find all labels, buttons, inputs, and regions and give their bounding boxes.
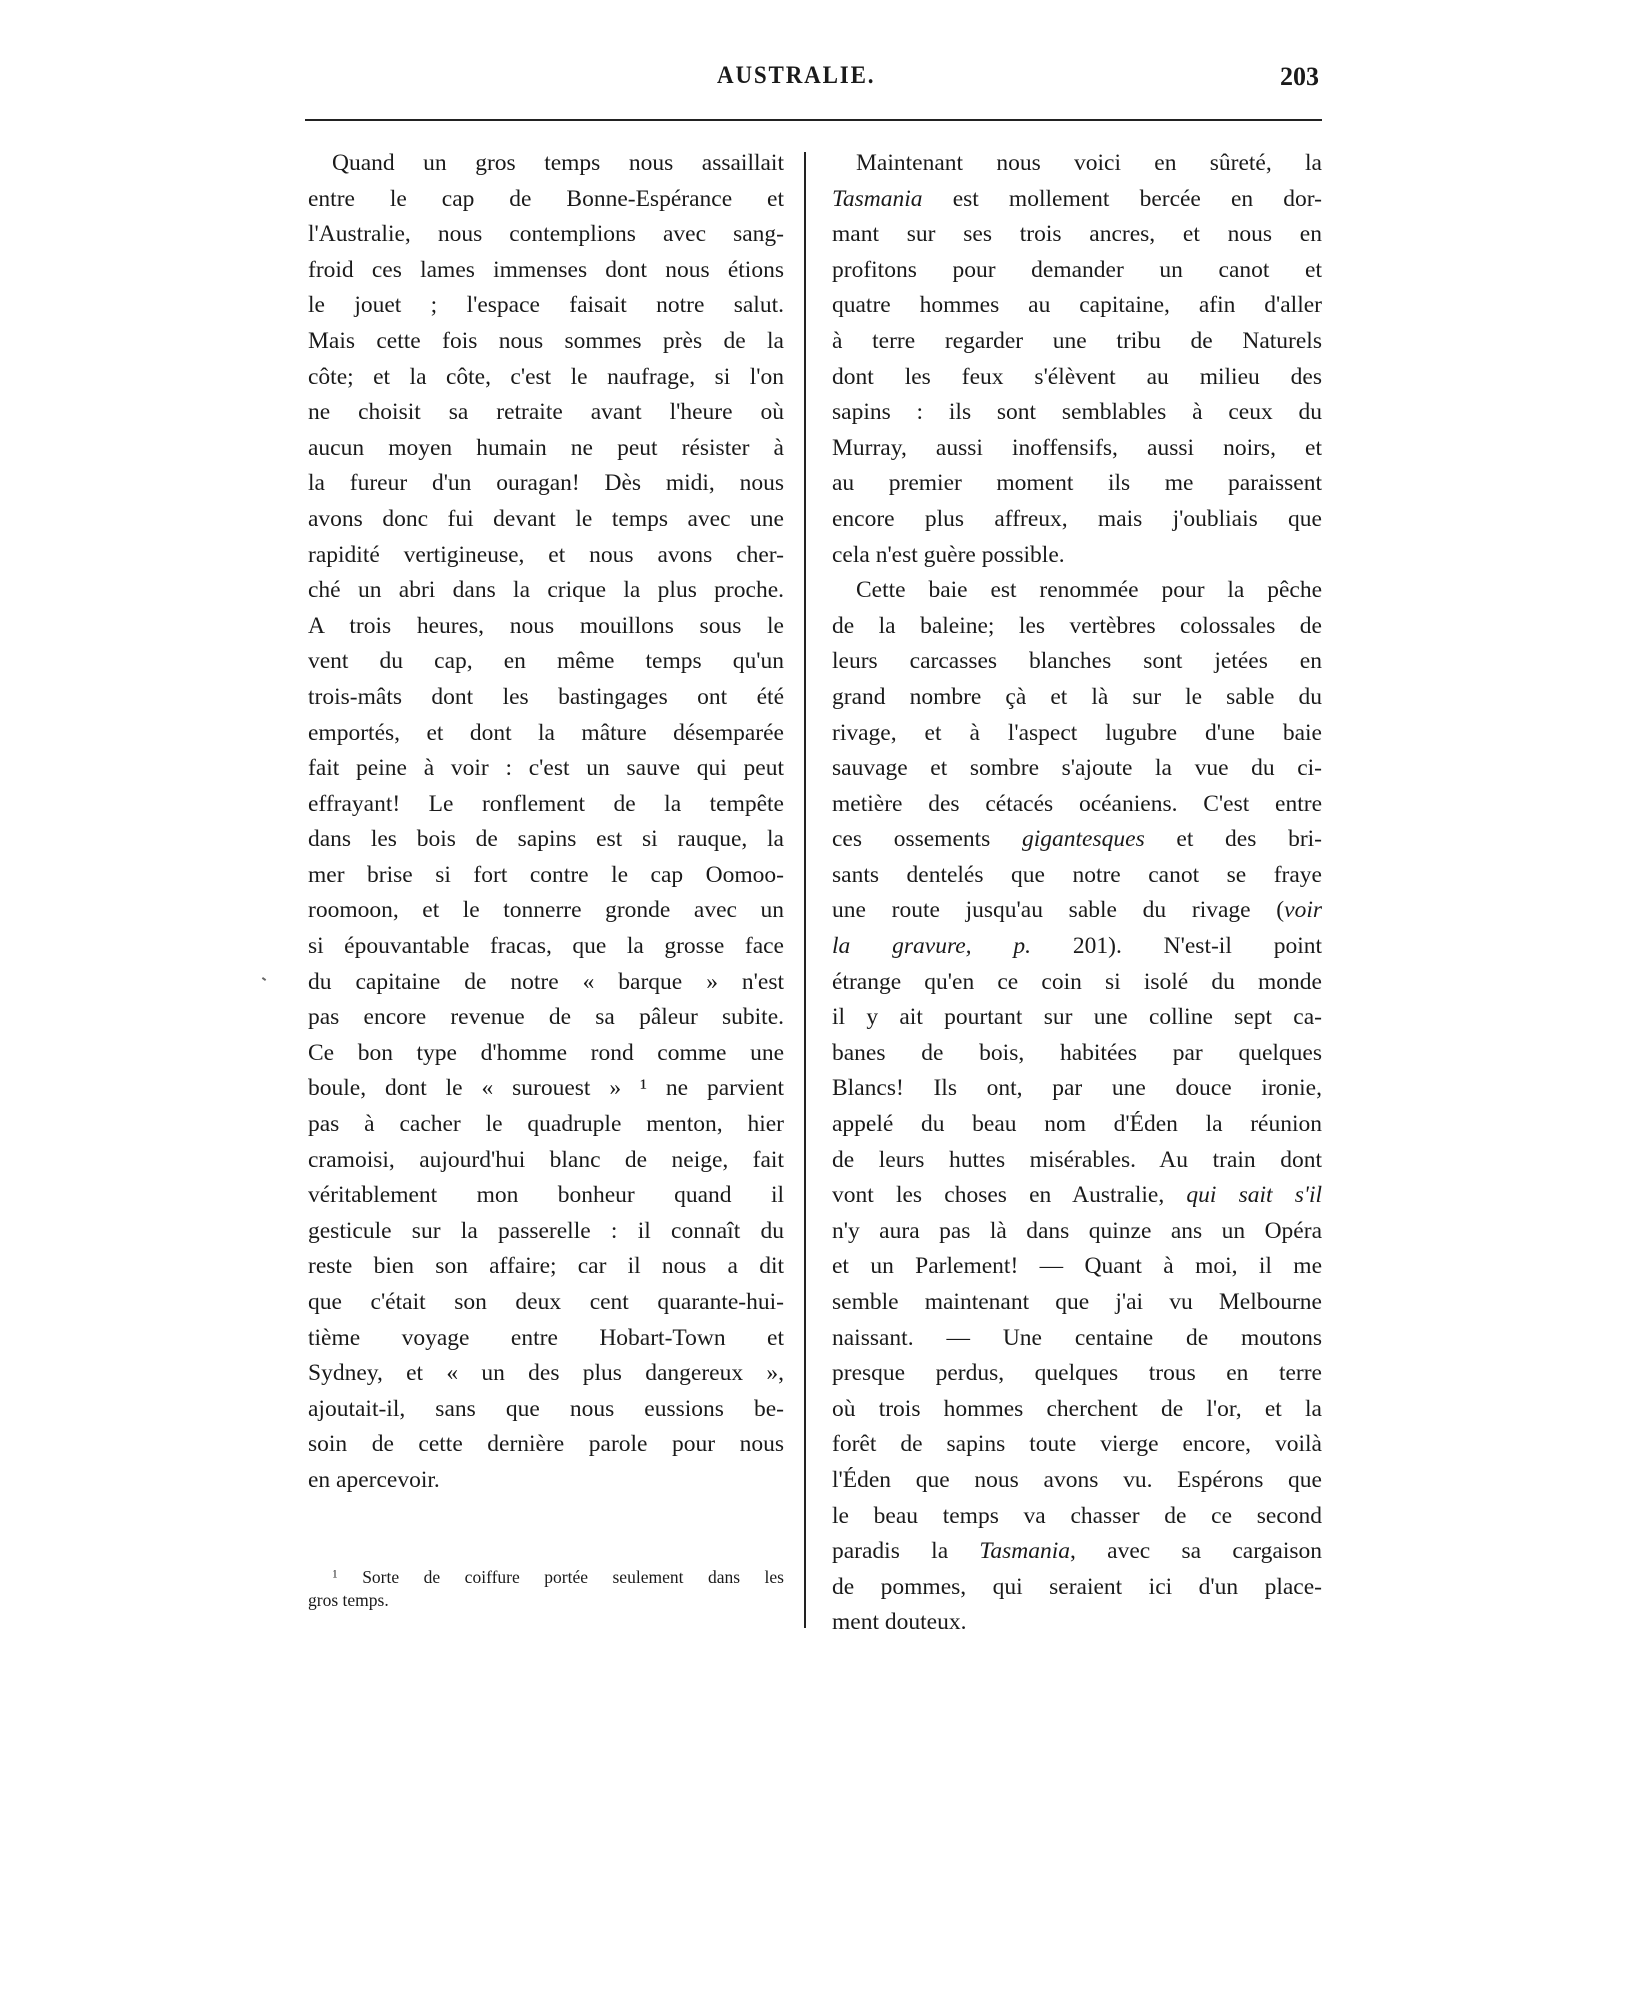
text-line: une route jusqu'au sable du rivage (voir: [832, 897, 1322, 924]
text-line: cramoisi, aujourd'hui blanc de neige, fait: [308, 1146, 784, 1173]
running-title: AUSTRALIE.: [717, 62, 876, 89]
footnote-line: [308, 1566, 784, 1589]
text-line: Cette baie est renommée pour la pêche: [856, 577, 1322, 604]
text-line: pas encore revenue de sa pâleur subite.: [308, 1004, 784, 1031]
running-head: [0, 62, 1630, 96]
text-line: profitons pour demander un canot et: [832, 256, 1322, 283]
text-line: Murray, aussi inoffensifs, aussi noirs, et: [832, 434, 1322, 461]
text-line: pas à cacher le quadruple menton, hier: [308, 1111, 784, 1138]
text-line: fait peine à voir : c'est un sauve qui peut: [308, 755, 784, 782]
text-line: de leurs huttes misérables. Au train dont: [832, 1146, 1322, 1173]
text-line: mer brise si fort contre le cap Oomoo-: [308, 861, 784, 888]
text-line: le beau temps va chasser de ce second: [832, 1502, 1322, 1529]
text-line: grand nombre çà et là sur le sable du: [832, 683, 1322, 710]
footnote-marker: 1: [332, 1568, 338, 1581]
page-number: 203: [1280, 62, 1319, 91]
text-line: de la baleine; les vertèbres colossales de: [832, 612, 1322, 639]
text-line: ne choisit sa retraite avant l'heure où: [308, 399, 784, 426]
text-line: sapins : ils sont semblables à ceux du: [832, 399, 1322, 426]
text-line: semble maintenant que j'ai vu Melbourne: [832, 1289, 1322, 1315]
text-line: rapidité vertigineuse, et nous avons cher-: [308, 541, 784, 568]
footnote: [308, 1566, 784, 1612]
text-line: sauvage et sombre s'ajoute la vue du ci-: [832, 755, 1322, 782]
text-line: l'Éden que nous avons vu. Espérons que: [832, 1466, 1322, 1493]
text-line: ment douteux.: [832, 1609, 967, 1636]
text-line: Blancs! Ils ont, par une douce ironie,: [832, 1075, 1322, 1102]
text-line: sants dentelés que notre canot se fraye: [832, 861, 1322, 888]
text-line: leurs carcasses blanches sont jetées en: [832, 648, 1322, 675]
text-line: n'y aura pas là dans quinze ans un Opéra: [832, 1217, 1322, 1244]
text-line: vent du cap, en même temps qu'un: [308, 648, 784, 675]
text-line: mant sur ses trois ancres, et nous en: [832, 221, 1322, 248]
text-line: du capitaine de notre « barque » n'est: [308, 968, 784, 995]
text-line: la fureur d'un ouragan! Dès midi, nous: [308, 470, 784, 497]
text-line: dont les feux s'élèvent au milieu des: [832, 363, 1322, 390]
text-line: presque perdus, quelques trous en terre: [832, 1360, 1322, 1387]
text-line: aucun moyen humain ne peut résister à: [308, 434, 784, 461]
text-line: soin de cette dernière parole pour nous: [308, 1431, 784, 1458]
text-line: reste bien son affaire; car il nous a dit: [308, 1253, 784, 1280]
text-line: le jouet ; l'espace faisait notre salut.: [308, 292, 784, 319]
text-line: naissant. — Une centaine de moutons: [832, 1324, 1322, 1351]
text-line: étrange qu'en ce coin si isolé du monde: [832, 968, 1322, 995]
footnote-text: Sorte de coiffure portée seulement dans les: [362, 1567, 784, 1587]
text-line: boule, dont le « surouest » ¹ ne parvient: [308, 1075, 784, 1102]
text-line: il y ait pourtant sur une colline sept ca-: [832, 1004, 1322, 1031]
text-line: Ce bon type d'homme rond comme une: [308, 1039, 784, 1066]
text-line: appelé du beau nom d'Éden la réunion: [832, 1111, 1322, 1138]
text-line: effrayant! Le ronflement de la tempête: [308, 790, 784, 817]
text-line: froid ces lames immenses dont nous étions: [308, 256, 784, 283]
column-separator: [804, 152, 806, 1628]
text-line: Maintenant nous voici en sûreté, la: [856, 150, 1322, 176]
text-line: véritablement mon bonheur quand il: [308, 1182, 784, 1209]
text-line: entre le cap de Bonne-Espérance et: [308, 185, 784, 212]
text-line: dans les bois de sapins est si rauque, la: [308, 826, 784, 853]
text-line: metière des cétacés océaniens. C'est entre: [832, 790, 1322, 817]
text-line: Sydney, et « un des plus dangereux »,: [308, 1360, 784, 1387]
text-line: que c'était son deux cent quarante-hui-: [308, 1289, 784, 1315]
text-line: encore plus affreux, mais j'oubliais que: [832, 505, 1322, 532]
text-line: rivage, et à l'aspect lugubre d'une baie: [832, 719, 1322, 746]
text-line: gesticule sur la passerelle : il connaît du: [308, 1217, 784, 1244]
text-line: où trois hommes cherchent de l'or, et la: [832, 1395, 1322, 1422]
text-line: cela n'est guère possible.: [832, 541, 1065, 568]
text-line: emportés, et dont la mâture désemparée: [308, 719, 784, 746]
text-line: roomoon, et le tonnerre gronde avec un: [308, 897, 784, 924]
left-column: [308, 146, 784, 1499]
right-column: [832, 146, 1322, 1641]
text-line: banes de bois, habitées par quelques: [832, 1039, 1322, 1066]
text-line: ché un abri dans la crique la plus proche.: [308, 577, 784, 604]
text-line: Quand un gros temps nous assaillait: [332, 150, 784, 176]
text-line: au premier moment ils me paraissent: [832, 470, 1322, 497]
text-line: forêt de sapins toute vierge encore, voilà: [832, 1431, 1322, 1458]
text-line: tième voyage entre Hobart-Town et: [308, 1324, 784, 1351]
text-line: paradis la Tasmania, avec sa cargaison: [832, 1538, 1322, 1565]
text-line: côte; et la côte, c'est le naufrage, si l'on: [308, 363, 784, 390]
text-line: ajoutait-il, sans que nous eussions be-: [308, 1395, 784, 1422]
text-line: Mais cette fois nous sommes près de la: [308, 327, 784, 354]
text-line: l'Australie, nous contemplions avec sang-: [308, 221, 784, 248]
text-line: de pommes, qui seraient ici d'un place-: [832, 1573, 1322, 1600]
text-line: vont les choses en Australie, qui sait s'il: [832, 1182, 1323, 1209]
footnote-line: gros temps.: [308, 1590, 389, 1610]
text-line: en apercevoir.: [308, 1466, 440, 1493]
scan-speck: [262, 977, 266, 981]
text-line: A trois heures, nous mouillons sous le: [308, 612, 784, 639]
text-line: avons donc fui devant le temps avec une: [308, 505, 784, 532]
text-line: la gravure, p. 201). N'est-il point: [832, 933, 1323, 960]
text-line: trois-mâts dont les bastingages ont été: [308, 683, 784, 710]
text-line: Tasmania est mollement bercée en dor-: [832, 185, 1322, 212]
text-line: si épouvantable fracas, que la grosse face: [308, 933, 784, 960]
text-line: et un Parlement! — Quant à moi, il me: [832, 1253, 1322, 1280]
text-line: à terre regarder une tribu de Naturels: [832, 327, 1322, 354]
text-line: quatre hommes au capitaine, afin d'aller: [832, 292, 1322, 319]
text-line: ces ossements gigantesques et des bri-: [832, 826, 1322, 853]
header-rule: [305, 119, 1322, 121]
